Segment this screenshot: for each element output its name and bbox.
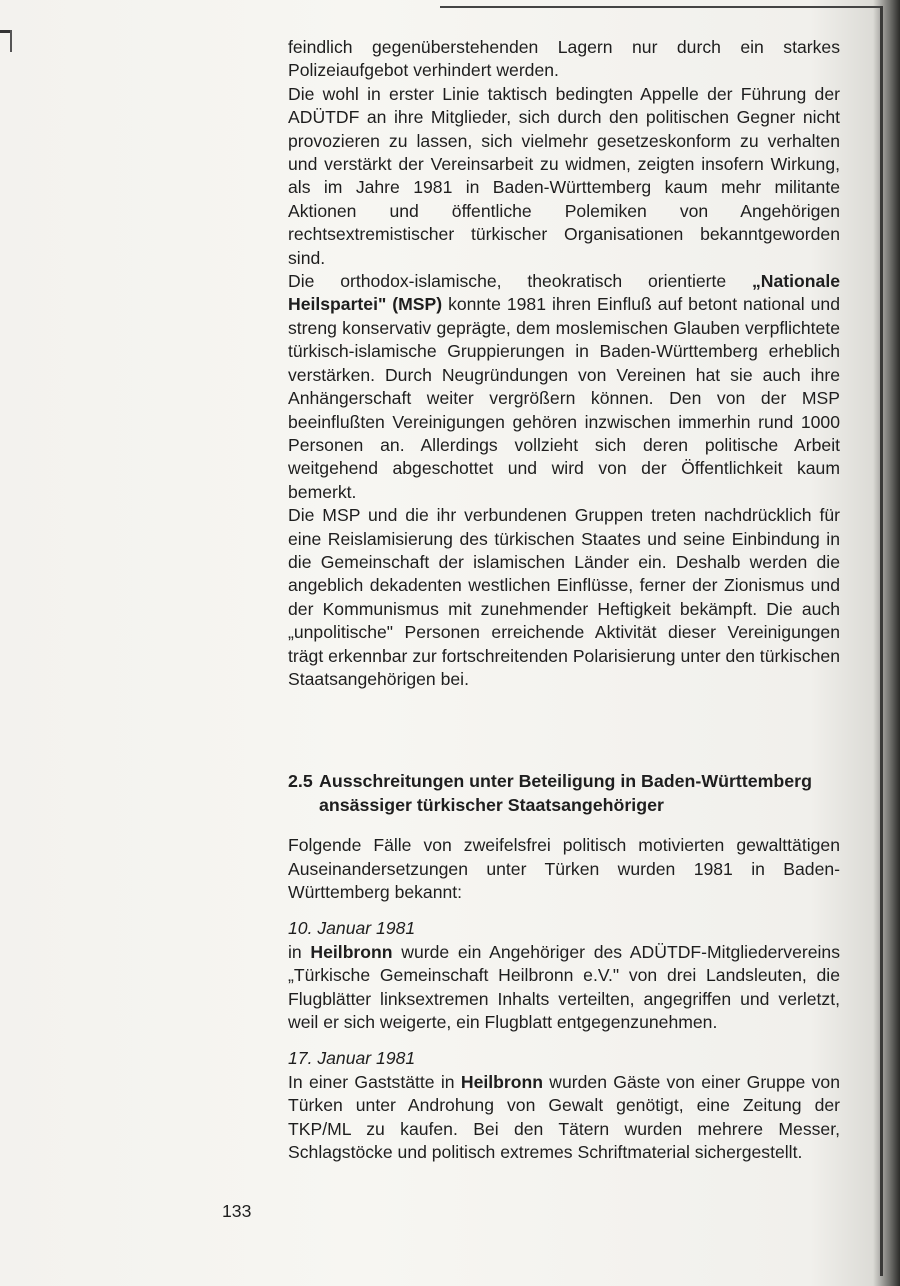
paragraph-3: [288, 270, 840, 504]
entry-text-2: [288, 1071, 840, 1165]
entry-1-place: Heilbronn: [310, 941, 393, 962]
section-title: Ausschreitungen unter Beteiligung in Baden-Württemberg ansässiger türkischer Staatsangehöriger: [319, 771, 812, 815]
page-edge-shadow: [880, 6, 883, 1276]
entry-1-pre: in: [288, 941, 311, 962]
crop-mark-vertical: [10, 30, 12, 52]
paragraph-3-post: konnte 1981 ihren Einfluß auf betont national und streng konservativ geprägte, dem moslemischen Glauben verpflichtete türkisch-islamische Gruppierungen in Baden-Württemberg erheblich verstärken. Durch Neugründungen von Vereinen hat sie auch ihre Anhängerschaft weiter vergrößern können. Den von der MSP beeinflußten Vereinigungen gehören inzwischen immerhin rund 1000 Personen an. Allerdings vollzieht sich deren politische Arbeit weitgehend abgeschottet und wird von der Öffentlichkeit kaum bemerkt.: [288, 294, 840, 502]
top-border-line: [440, 6, 880, 8]
entry-date-2: 17. Januar 1981: [288, 1048, 416, 1069]
entry-text-1: [288, 941, 840, 1035]
entry-date-1: 10. Januar 1981: [288, 918, 416, 939]
party-name-msp: „Nationale Heilspartei" (MSP): [288, 271, 840, 315]
section-heading: [288, 770, 840, 817]
paragraph-4: Die MSP und die ihr verbundenen Gruppen treten nachdrücklich für eine Reislamisierung des türkischen Staates und seine Einbindung in die Gemeinschaft der islamischen Länder ein. Deshalb werden die angeblich dekadenten westlichen Einflüsse, ferner der Zionismus und der Kommunismus mit zunehmender Heftigkeit bekämpft. Die auch „unpolitische" Personen erreichende Aktivität dieser Vereinigungen trägt erkennbar zur fortschreitenden Polarisierung unter den türkischen Staatsangehörigen bei.: [288, 505, 840, 689]
entry-1-post: wurde ein Angehöriger des ADÜTDF-Mitgliedervereins „Türkische Gemeinschaft Heilbronn e.V." von drei Landsleuten, die Flugblätter linksextremen Inhalts verteilten, angegriffen und verletzt, weil er sich weigerte, ein Flugblatt entgegenzunehmen.: [288, 941, 840, 1033]
section-intro: Folgende Fälle von zweifelsfrei politisch motivierten gewalttätigen Auseinandersetzungen unter Türken wurden 1981 in Baden-Württemberg bekannt:: [288, 835, 840, 902]
entry-2-pre: In einer Gaststätte in: [288, 1071, 461, 1092]
paragraph-3-pre: Die orthodox-islamische, theokratisch orientierte: [288, 271, 752, 292]
page-content: [288, 36, 840, 1164]
paragraph-1: feindlich gegenüberstehenden Lagern nur durch ein starkes Polizeiaufgebot verhindert werden.: [288, 37, 840, 81]
section-number: 2.5: [288, 771, 313, 792]
entry-2-place: Heilbronn: [460, 1071, 543, 1092]
paragraph-2: Die wohl in erster Linie taktisch bedingten Appelle der Führung der ADÜTDF an ihre Mitglieder, sich durch den politischen Gegner nicht provozieren zu lassen, sich vielmehr gesetzeskonform zu verhalten und verstärkt der Vereinsarbeit zu widmen, zeigten insofern Wirkung, als im Jahre 1981 in Baden-Württemberg kaum mehr militante Aktionen und öffentliche Polemiken von Angehörigen rechtsextremistischer türkischer Organisationen bekanntgeworden sind.: [288, 83, 840, 268]
page-number: 133: [222, 1201, 252, 1221]
entry-2-post: wurden Gäste von einer Gruppe von Türken unter Androhung von Gewalt genötigt, eine Zeitung der TKP/ML zu kaufen. Bei den Tätern wurden mehrere Messer, Schlagstöcke und politisch extremes Schriftmaterial sichergestellt.: [288, 1071, 840, 1163]
